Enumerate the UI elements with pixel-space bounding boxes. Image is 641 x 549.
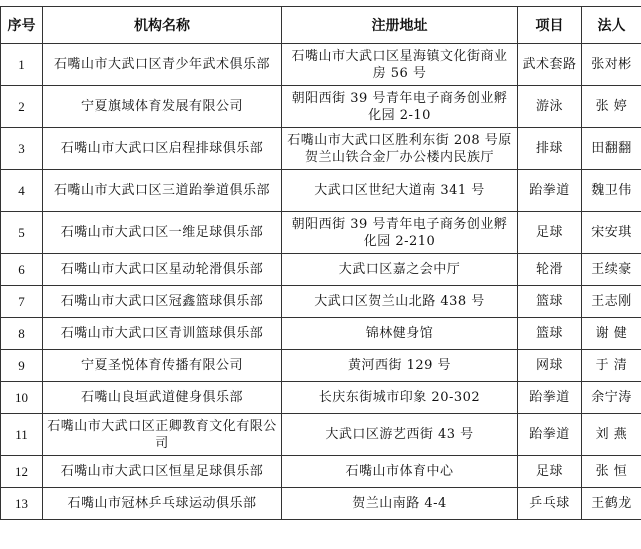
- cell-address: 石嘴山市大武口区胜利东街 208 号原贺兰山铁合金厂办公楼内民族厅: [282, 128, 518, 170]
- cell-org-name: 石嘴山市大武口区星动轮滑俱乐部: [43, 254, 282, 286]
- cell-index: 7: [1, 286, 43, 318]
- table-row: [1, 382, 641, 414]
- cell-org-name: 石嘴山市大武口区三道跆拳道俱乐部: [43, 170, 282, 212]
- cell-org-name: 宁夏圣悦体育传播有限公司: [43, 350, 282, 382]
- cell-project: 游泳: [518, 86, 582, 128]
- cell-legal-person: 张 婷: [582, 86, 641, 128]
- cell-index: 1: [1, 44, 43, 86]
- cell-org-name: 石嘴山市冠林乒乓球运动俱乐部: [43, 488, 282, 520]
- cell-project: 轮滑: [518, 254, 582, 286]
- cell-legal-person: 宋安琪: [582, 212, 641, 254]
- table-row: [1, 44, 641, 86]
- cell-index: 5: [1, 212, 43, 254]
- cell-project: 武术套路: [518, 44, 582, 86]
- cell-address: 大武口区游艺西街 43 号: [282, 414, 518, 456]
- cell-legal-person: 张 恒: [582, 456, 641, 488]
- cell-project: 跆拳道: [518, 414, 582, 456]
- cell-index: 4: [1, 170, 43, 212]
- cell-org-name: 石嘴山市大武口区一维足球俱乐部: [43, 212, 282, 254]
- header-legal-person: 法人: [582, 7, 641, 44]
- organization-table: [0, 6, 641, 520]
- cell-index: 13: [1, 488, 43, 520]
- cell-index: 12: [1, 456, 43, 488]
- cell-legal-person: 田翻翻: [582, 128, 641, 170]
- cell-org-name: 石嘴山市大武口区青少年武术俱乐部: [43, 44, 282, 86]
- cell-index: 9: [1, 350, 43, 382]
- cell-index: 8: [1, 318, 43, 350]
- table-row: [1, 212, 641, 254]
- cell-address: 锦林健身馆: [282, 318, 518, 350]
- cell-address: 大武口区世纪大道南 341 号: [282, 170, 518, 212]
- table-row: [1, 488, 641, 520]
- cell-legal-person: 余宁涛: [582, 382, 641, 414]
- cell-legal-person: 于 清: [582, 350, 641, 382]
- cell-org-name: 石嘴山市大武口区冠鑫篮球俱乐部: [43, 286, 282, 318]
- cell-project: 跆拳道: [518, 170, 582, 212]
- cell-index: 2: [1, 86, 43, 128]
- table-row: [1, 254, 641, 286]
- cell-project: 排球: [518, 128, 582, 170]
- header-index: 序号: [1, 7, 43, 44]
- header-project: 项目: [518, 7, 582, 44]
- cell-legal-person: 张对彬: [582, 44, 641, 86]
- table-row: [1, 318, 641, 350]
- cell-address: 长庆东街城市印象 20-302: [282, 382, 518, 414]
- cell-index: 11: [1, 414, 43, 456]
- cell-index: 3: [1, 128, 43, 170]
- table-row: [1, 86, 641, 128]
- cell-legal-person: 刘 燕: [582, 414, 641, 456]
- cell-legal-person: 魏卫伟: [582, 170, 641, 212]
- cell-project: 足球: [518, 212, 582, 254]
- table-body: [1, 44, 641, 520]
- table-header: [1, 7, 641, 44]
- cell-address: 贺兰山南路 4-4: [282, 488, 518, 520]
- cell-org-name: 宁夏旗域体育发展有限公司: [43, 86, 282, 128]
- cell-address: 大武口区嘉之会中厅: [282, 254, 518, 286]
- cell-index: 6: [1, 254, 43, 286]
- table-row: [1, 350, 641, 382]
- table-row: [1, 128, 641, 170]
- cell-address: 朝阳西街 39 号青年电子商务创业孵化园 2-210: [282, 212, 518, 254]
- cell-legal-person: 王志刚: [582, 286, 641, 318]
- cell-org-name: 石嘴山良垣武道健身俱乐部: [43, 382, 282, 414]
- header-org-name: 机构名称: [43, 7, 282, 44]
- table-row: [1, 286, 641, 318]
- cell-org-name: 石嘴山市大武口区恒星足球俱乐部: [43, 456, 282, 488]
- cell-legal-person: 谢 健: [582, 318, 641, 350]
- cell-org-name: 石嘴山市大武口区正卿教育文化有限公司: [43, 414, 282, 456]
- cell-index: 10: [1, 382, 43, 414]
- table-row: [1, 414, 641, 456]
- cell-address: 黄河西街 129 号: [282, 350, 518, 382]
- cell-project: 篮球: [518, 318, 582, 350]
- cell-project: 跆拳道: [518, 382, 582, 414]
- cell-legal-person: 王鹤龙: [582, 488, 641, 520]
- cell-address: 石嘴山市体育中心: [282, 456, 518, 488]
- table-row: [1, 170, 641, 212]
- cell-legal-person: 王续豪: [582, 254, 641, 286]
- cell-address: 大武口区贺兰山北路 438 号: [282, 286, 518, 318]
- cell-project: 篮球: [518, 286, 582, 318]
- cell-project: 网球: [518, 350, 582, 382]
- cell-project: 足球: [518, 456, 582, 488]
- cell-org-name: 石嘴山市大武口区青训篮球俱乐部: [43, 318, 282, 350]
- header-row: [1, 7, 641, 44]
- cell-project: 乒乓球: [518, 488, 582, 520]
- header-address: 注册地址: [282, 7, 518, 44]
- cell-address: 石嘴山市大武口区星海镇文化街商业房 56 号: [282, 44, 518, 86]
- cell-org-name: 石嘴山市大武口区启程排球俱乐部: [43, 128, 282, 170]
- table-row: [1, 456, 641, 488]
- cell-address: 朝阳西街 39 号青年电子商务创业孵化园 2-10: [282, 86, 518, 128]
